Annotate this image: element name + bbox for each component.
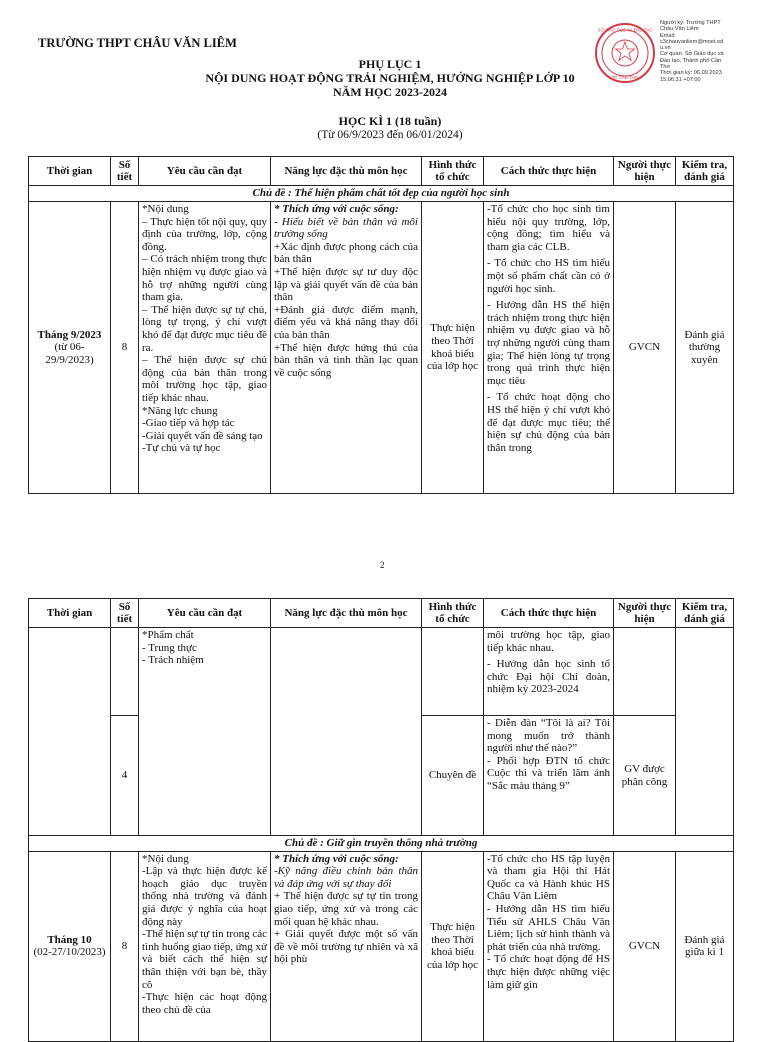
time-cell bbox=[29, 202, 111, 494]
method-item: - Tổ chức hoạt động cho HS thể hiện ý chí vượt khó để đạt được mục tiêu; thể hiện sự chủ động của bản thân trong bbox=[487, 391, 610, 454]
table-header-row bbox=[29, 599, 734, 628]
signature-line: c3chauvanliem@moet.ed bbox=[660, 38, 724, 45]
signature-line: 15:06:31 +07:00 bbox=[660, 76, 701, 83]
signature-line: Đào tạo, Thành phố Cần bbox=[660, 57, 722, 64]
method-item: - Hướng dẫn học sinh tổ chức Đại hội Chi đoàn, nhiệm kỳ 2023-2024 bbox=[487, 658, 610, 696]
method-item: -Tổ chức cho HS tập luyện và tham gia Hội thi Hát Quốc ca và Hành khúc HS Châu Văn Liêm bbox=[487, 852, 610, 903]
column-header: Thời gian bbox=[29, 599, 111, 628]
document-title: NỘI DUNG HOẠT ĐỘNG TRẢI NGHIỆM, HƯỚNG NGHIỆP LỚP 10 bbox=[205, 71, 575, 85]
requirement-item: – Thực hiện tốt nội quy, quy định của trường, lớp, cộng đồng. bbox=[142, 215, 267, 253]
competency-subheading: - Hiểu biết về bản thân và môi trường sống bbox=[274, 215, 418, 241]
page-number: 2 bbox=[380, 560, 385, 570]
method-item: - Hướng dẫn HS thể hiện trách nhiệm trong thực hiện nhiệm vụ được giao và hỗ trợ những người cùng tham gia; Thể hiện lòng tự trọng trong quá trình thực hiện mục tiêu bbox=[487, 299, 610, 387]
time-main: Tháng 10 bbox=[47, 933, 92, 946]
executor-cell: GVCN bbox=[614, 851, 676, 1041]
requirement-item: – Thể hiện được sự tự chủ, lòng tự trọng, ý chí vượt khó để đạt được mục tiêu đề ra. bbox=[142, 303, 267, 354]
method-item: môi trường học tập, giao tiếp khác nhau. bbox=[487, 629, 610, 654]
appendix-label: PHỤ LỤC 1 bbox=[358, 57, 422, 71]
requirement-item: – Có trách nhiệm trong thực hiện nhiệm vụ được giao và hỗ trợ những người cùng tham gia. bbox=[142, 253, 267, 304]
requirement-item: -Thực hiện các hoạt động theo chủ đề của bbox=[142, 991, 267, 1016]
requirement-item: -Lập và thực hiện được kế hoạch giáo dục truyền thống nhà trường và đánh giá được ý nghĩa của hoạt động này bbox=[142, 865, 267, 928]
semester-title: HỌC KÌ 1 (18 tuần) bbox=[338, 114, 442, 128]
form-cell bbox=[422, 628, 484, 716]
signature-line: u.vn bbox=[660, 45, 671, 52]
theme-title: Chủ đề : Thể hiện phẩm chất tốt đẹp của người học sinh bbox=[29, 186, 734, 202]
column-header: Yêu cầu cần đạt bbox=[139, 599, 271, 628]
column-header: Hình thức tổ chức bbox=[422, 157, 484, 186]
competency-item: +Đánh giá được điểm mạnh, điểm yếu và khả năng thay đổi của bản thân bbox=[274, 303, 418, 341]
requirement-item: -Thể hiện sự tự tin trong các tình huống giao tiếp, ứng xử và biết cách thể hiện sự thân thiện với bạn bè, thầy cô bbox=[142, 928, 267, 991]
competency-cell bbox=[271, 851, 422, 1041]
competency-subheading: -Kỹ năng điều chỉnh bản thân và đáp ứng với sự thay đổi bbox=[274, 865, 418, 890]
requirement-item: *Năng lực chung bbox=[142, 404, 218, 417]
signature-line: Thời gian ký: 06.09.2023 bbox=[660, 70, 722, 77]
document-page-1 bbox=[0, 0, 768, 510]
competency-item: +Xác định được phong cách của bản thân bbox=[274, 240, 418, 266]
table-row bbox=[29, 851, 734, 1041]
executor-cell: GVCN bbox=[614, 202, 676, 494]
time-main: Tháng 9/2023 bbox=[37, 328, 102, 341]
official-seal-icon bbox=[594, 22, 656, 84]
school-year: NĂM HỌC 2023-2024 bbox=[333, 85, 447, 99]
theme-row bbox=[29, 836, 734, 852]
periods-cell: 8 bbox=[111, 202, 139, 494]
time-sub: (02-27/10/2023) bbox=[33, 946, 106, 959]
requirement-item: *Nội dung bbox=[142, 203, 189, 215]
column-header: Người thực hiện bbox=[614, 157, 676, 186]
requirement-item: *Phẩm chất bbox=[142, 629, 194, 641]
methods-cell bbox=[484, 628, 614, 716]
requirement-item: -Giao tiếp và hợp tác bbox=[142, 417, 235, 430]
requirement-item: -Tự chủ và tự học bbox=[142, 442, 221, 455]
assessment-cell: Đánh giá giữa kì 1 bbox=[676, 851, 734, 1041]
method-item: - Phối hợp ĐTN tổ chức Cuộc thi và triển lãm ảnh “Sắc màu tháng 9” bbox=[487, 754, 610, 792]
table-header-row bbox=[29, 157, 734, 186]
signature-line: Thơ bbox=[660, 64, 671, 71]
table-row bbox=[29, 202, 734, 494]
column-header: Kiểm tra, đánh giá bbox=[676, 599, 734, 628]
digital-signature-block bbox=[660, 20, 760, 83]
column-header: Năng lực đặc thù môn học bbox=[271, 157, 422, 186]
column-header: Cách thức thực hiện bbox=[484, 157, 614, 186]
requirement-item: - Trách nhiệm bbox=[142, 654, 204, 667]
column-header: Người thực hiện bbox=[614, 599, 676, 628]
method-item: - Diễn đàn “Tôi là ai? Tôi mong muốn trở thành người như thế nào?” bbox=[487, 717, 610, 755]
column-header: Thời gian bbox=[29, 157, 111, 186]
method-item: - Hướng dẫn HS tìm hiểu Tiểu sử AHLS Châu Văn Liêm; lịch sử hình thành và phát triển của nhà trường. bbox=[487, 902, 610, 953]
signature-line: Châu Văn Liêm bbox=[660, 26, 699, 33]
assessment-cell bbox=[676, 628, 734, 836]
method-item: - Tổ chức hoạt động để HS thực hiện được những việc làm giữ gìn bbox=[487, 953, 610, 991]
periods-cell: 4 bbox=[111, 716, 139, 836]
requirement-item: -Giải quyết vấn đề sáng tạo bbox=[142, 429, 263, 442]
requirement-item: *Nội dung bbox=[142, 852, 189, 865]
periods-cell bbox=[111, 628, 139, 716]
competency-cell bbox=[271, 628, 422, 836]
column-header: Cách thức thực hiện bbox=[484, 599, 614, 628]
method-item: -Tổ chức cho học sinh tìm hiểu nội quy trường, lớp, cộng đồng; tìm hiểu và tham gia các CLB. bbox=[487, 203, 610, 253]
competency-item: +Thể hiện được hứng thú của bản thân và tinh thần lạc quan về cuộc sống bbox=[274, 341, 418, 379]
competency-cell bbox=[271, 202, 422, 494]
methods-cell bbox=[484, 716, 614, 836]
column-header: Số tiết bbox=[111, 157, 139, 186]
form-cell: Thực hiện theo Thời khoá biểu của lớp học bbox=[422, 851, 484, 1041]
school-name: TRƯỜNG THPT CHÂU VĂN LIÊM bbox=[38, 36, 237, 50]
requirement-item: - Trung thực bbox=[142, 641, 197, 654]
signature-line: Cơ quan: Sở Giáo dục và bbox=[660, 51, 724, 58]
competency-item: + Giải quyết được một số vấn đề về môi trường tự nhiên và xã hội phù bbox=[274, 928, 418, 966]
executor-cell bbox=[614, 628, 676, 716]
method-item: - Tổ chức cho HS tìm hiểu một số phẩm chất cần có ở người học sinh. bbox=[487, 257, 610, 295]
table-row bbox=[29, 628, 734, 716]
svg-text:SỞ GIÁO DỤC VÀ ĐÀO TẠO: SỞ GIÁO DỤC VÀ ĐÀO TẠO bbox=[597, 27, 653, 33]
svg-text:TP. CẦN THƠ: TP. CẦN THƠ bbox=[611, 75, 639, 80]
form-cell: Chuyên đề bbox=[422, 716, 484, 836]
competency-heading: * Thích ứng với cuộc sống: bbox=[274, 203, 399, 215]
competency-item: + Thể hiện được sự tự tin trong giao tiếp, ứng xử và trong các mối quan hệ khác nhau. bbox=[274, 890, 418, 928]
time-sub: (từ 06-29/9/2023) bbox=[45, 341, 94, 366]
competency-heading: * Thích ứng với cuộc sống: bbox=[274, 852, 399, 865]
theme-row bbox=[29, 186, 734, 202]
requirements-cell bbox=[139, 851, 271, 1041]
page-gap bbox=[0, 500, 768, 530]
requirement-item: – Thể hiện được sự chủ động của bản thân trong môi trường học tập, giao tiếp khác nhau. bbox=[142, 354, 267, 404]
signature-line: Email: bbox=[660, 32, 676, 39]
signature-line: Người ký: Trường THPT bbox=[660, 20, 721, 26]
form-cell: Thực hiện theo Thời khoá biểu của lớp học bbox=[422, 202, 484, 494]
executor-cell: GV được phân công bbox=[614, 716, 676, 836]
activity-table-page-2 bbox=[28, 598, 734, 1042]
column-header: Số tiết bbox=[111, 599, 139, 628]
theme-title: Chủ đề : Giữ gìn truyền thống nhà trường bbox=[29, 836, 734, 852]
time-cell bbox=[29, 851, 111, 1041]
column-header: Kiểm tra, đánh giá bbox=[676, 157, 734, 186]
column-header: Hình thức tổ chức bbox=[422, 599, 484, 628]
requirements-cell bbox=[139, 628, 271, 836]
methods-cell bbox=[484, 202, 614, 494]
column-header: Yêu cầu cần đạt bbox=[139, 157, 271, 186]
periods-cell: 8 bbox=[111, 851, 139, 1041]
competency-item: +Thể hiện được sự tư duy độc lập và giải quyết vấn đề của bản thân bbox=[274, 265, 418, 304]
column-header: Năng lực đặc thù môn học bbox=[271, 599, 422, 628]
activity-table-page-1 bbox=[28, 156, 734, 494]
methods-cell bbox=[484, 851, 614, 1041]
requirements-cell bbox=[139, 202, 271, 494]
semester-range: (Từ 06/9/2023 đến 06/01/2024) bbox=[317, 129, 463, 141]
time-cell bbox=[29, 628, 111, 836]
assessment-cell: Đánh giá thường xuyên bbox=[676, 202, 734, 494]
